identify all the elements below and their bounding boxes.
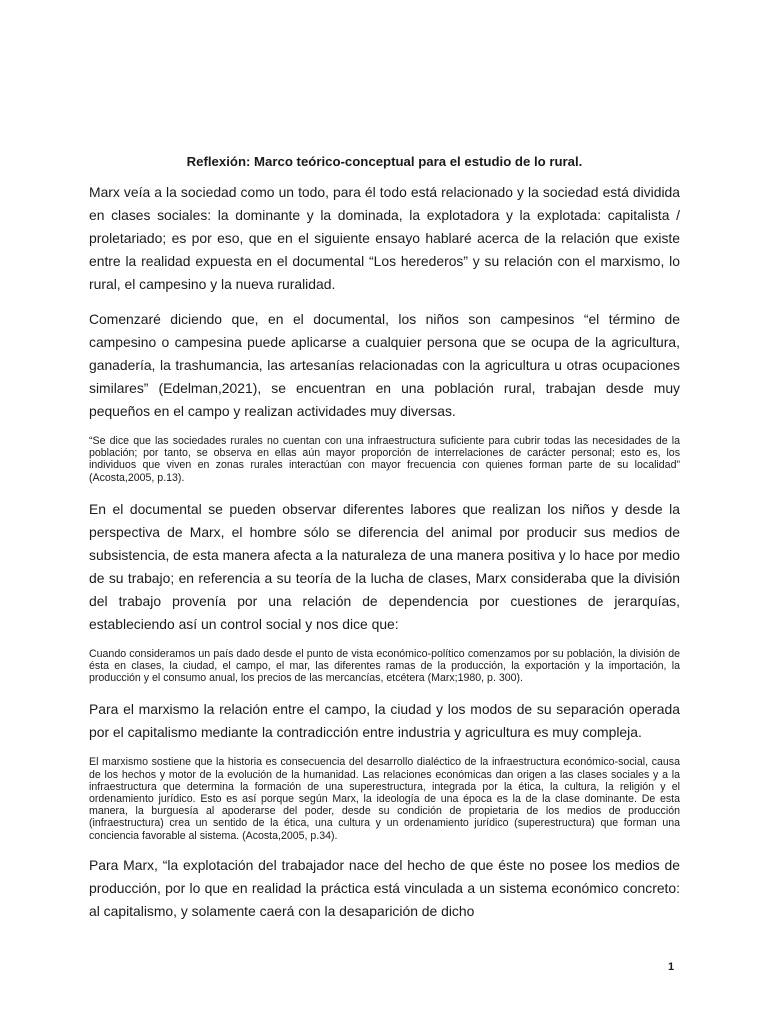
page-number: 1 xyxy=(668,961,675,973)
block-quote-marx: Cuando consideramos un país dado desde el punto de vista económico-político comenzamos por su población, la división de ésta en clases, la ciudad, el campo, el mar, las diferentes ramas de la producción, la exportación y la importación, la producción y el consumo anual, los precios de las mercancías, etcétera (Marx;1980, p. 300). xyxy=(89,647,680,685)
block-quote-acosta-rural: “Se dice que las sociedades rurales no cuentan con una infraestructura suficiente para cubrir todas las necesidades de la población; por tanto, se observa en ellas aún mayor proporción de interrelaciones de carácter personal; esto es, los individuos que viven en zonas rurales interactúan con mayor frecuencia con quienes forman parte de su localidad” (Acosta,2005, p.13). xyxy=(89,435,680,484)
paragraph-campesinos: Comenzaré diciendo que, en el documental, los niños son campesinos “el término de campesino o campesina puede aplicarse a cualquier persona que se ocupa de la agricultura, ganadería, la trashumancia, las artesanías relacionadas con la agricultura u otras ocupaciones similares” (Edelman,2021), se encuentran en una población rural, trabajan desde muy pequeños en el campo y realizan actividades muy diversas. xyxy=(89,311,680,419)
paragraph-explotacion: Para Marx, “la explotación del trabajador nace del hecho de que éste no posee los medios de producción, por lo que en realidad la práctica está vinculada a un sistema económico concreto: al capitalismo, y solamente caerá con la desaparición de dicho xyxy=(89,856,680,919)
block-quote-acosta-marxismo: El marxismo sostiene que la historia es consecuencia del desarrollo dialéctico de la infraestructura económico-social, causa de los hechos y motor de la evolución de la humanidad. Las relaciones económicas dan origen a las clases sociales y a la infraestructura que determina la formación de una superestructura, integrada por la ética, la cultura, la religión y el ordenamiento jurídico. Esto es así porque según Marx, la ideología de una época es la de la clase dominante. De esta manera, la burguesía al apoderarse del poder, desde su condición de propietaria de los medios de producción (infraestructura) crea un sentido de la ética, una cultura y un ordenamiento jurídico (superestructura) que forman una conciencia favorable al sistema. (Acosta,2005, p.34). xyxy=(89,756,680,842)
paragraph-marx-society: Marx veía a la sociedad como un todo, para él todo está relacionado y la sociedad está dividida en clases sociales: la dominante y la dominada, la explotadora y la explotada: capitalista / proletariado; es por eso, que en el siguiente ensayo hablaré acerca de la relación que existe entre la realidad expuesta en el documental “Los herederos” y su relación con el marxismo, lo rural, el campesino y la nueva ruralidad. xyxy=(89,184,680,292)
paragraph-labores-ninos: En el documental se pueden observar diferentes labores que realizan los niños y desde la perspectiva de Marx, el hombre sólo se diferencia del animal por producir sus medios de subsistencia, de esta manera afecta a la naturaleza de una manera positiva y lo hace por medio de su trabajo; en referencia a su teoría de la lucha de clases, Marx consideraba que la división del trabajo provenía por una relación de dependencia por cuestiones de jerarquías, estableciendo así un control social y nos dice que: xyxy=(89,500,680,632)
document-body xyxy=(89,153,680,935)
document-title: Reflexión: Marco teórico-conceptual para el estudio de lo rural. xyxy=(186,154,583,169)
paragraph-campo-ciudad: Para el marxismo la relación entre el campo, la ciudad y los modos de su separación operada por el capitalismo mediante la contradicción entre industria y agricultura es muy compleja. xyxy=(89,701,680,741)
